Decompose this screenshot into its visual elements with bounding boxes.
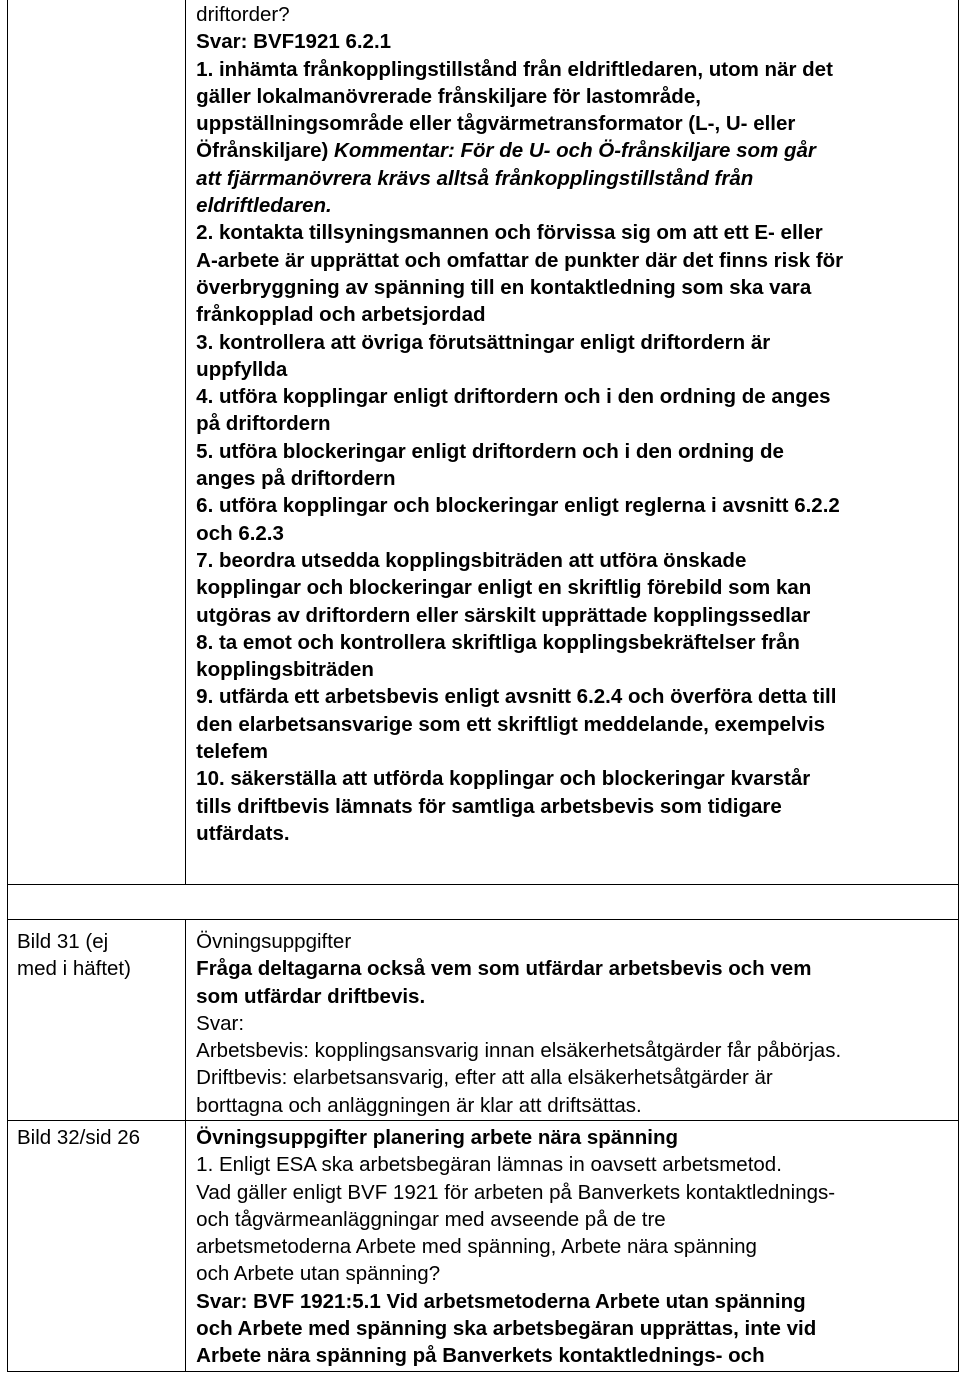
duty-item <box>196 492 958 547</box>
text-line: uppfyllda <box>196 357 288 381</box>
text-line: anges på driftordern <box>196 467 396 491</box>
answer-line: Svar: BVF1921 6.2.1 <box>196 30 392 54</box>
duty-item <box>196 438 958 493</box>
text-line: 10. säkerställa att utförda kopplingar och blockeringar kvarstår <box>196 767 811 791</box>
text-line: eldriftledaren. <box>196 194 332 218</box>
text-line: den elarbetsansvarige som ett skriftligt meddelande, exempelvis <box>196 712 826 736</box>
label-cell-bild-32 <box>8 1121 186 1372</box>
duty-item <box>196 56 958 220</box>
text-line: och Arbete med spänning ska arbetsbegäran upprättas, inte vid <box>196 1317 817 1341</box>
text-line: Övningsuppgifter planering arbete nära spänning <box>196 1126 678 1149</box>
table-row-continued <box>8 0 959 885</box>
slide-label-line: Bild 32/sid 26 <box>17 1126 141 1149</box>
text-line: 7. beordra utsedda kopplingsbiträden att utföra önskade <box>196 548 747 572</box>
text-line: Fråga deltagarna också vem som utfärdar arbetsbevis och vem <box>196 957 812 981</box>
duty-item <box>196 765 958 847</box>
text-line: 9. utfärda ett arbetsbevis enligt avsnitt 6.2.4 och överföra detta till <box>196 685 837 709</box>
comment-run: Kommentar: För de U- och Ö-frånskiljare som går <box>334 139 816 163</box>
text-line: 2. kontakta tillsyningsmannen och förvissa sig om att ett E- eller <box>196 221 823 245</box>
left-cell-empty <box>8 0 186 885</box>
text-line: kopplingsbiträden <box>196 658 374 682</box>
text-line: att fjärrmanövrera krävs alltså frånkopplingstillstånd från <box>196 166 754 190</box>
duty-item <box>196 383 958 438</box>
slide-label-line: med i häftet) <box>17 957 131 981</box>
document-page <box>4 0 954 1375</box>
content-cell-bild-31 <box>186 920 959 1121</box>
text-line: 3. kontrollera att övriga förutsättningar enligt driftordern är <box>196 330 771 354</box>
duty-item <box>196 683 958 765</box>
text-line: Arbetsbevis: kopplingsansvarig innan elsäkerhetsåtgärder får påbörjas. <box>196 1039 842 1063</box>
text-line: och tågvärmeanläggningar med avseende på de tre <box>196 1207 666 1231</box>
gap-cell <box>186 885 959 920</box>
table-gap-row <box>8 885 959 920</box>
exercise-32-content <box>186 1121 958 1370</box>
text-line: borttagna och anläggningen är klar att driftsättas. <box>196 1093 642 1117</box>
text-line: 5. utföra blockeringar enligt driftordern och i den ordning de <box>196 439 784 463</box>
text-line: gäller lokalmanövrerade frånskiljare för lastområde, <box>196 84 701 108</box>
text-line: på driftordern <box>196 412 331 436</box>
label-cell-bild-31 <box>8 920 186 1121</box>
text-line: 6. utföra kopplingar och blockeringar enligt reglerna i avsnitt 6.2.2 <box>196 494 840 518</box>
text-line: Svar: <box>196 1011 245 1035</box>
text-line: 1. inhämta frånkopplingstillstånd från eldriftledaren, utom när det <box>196 57 833 81</box>
text-line: överbryggning av spänning till en kontaktledning som ska vara <box>196 275 812 299</box>
text-line: Svar: BVF 1921:5.1 Vid arbetsmetoderna Arbete utan spänning <box>196 1289 806 1313</box>
text-line: 4. utföra kopplingar enligt driftordern och i den ordning de anges <box>196 385 831 409</box>
content-cell-bild-32 <box>186 1121 959 1372</box>
text-line: Arbete nära spänning på Banverkets kontaktlednings- och <box>196 1344 765 1368</box>
table-row-bild-32 <box>8 1121 959 1372</box>
text-line: Vad gäller enligt BVF 1921 för arbeten på Banverkets kontaktlednings- <box>196 1180 836 1204</box>
text-line: och 6.2.3 <box>196 521 284 545</box>
table-row-bild-31 <box>8 920 959 1121</box>
lesson-table <box>7 0 959 1372</box>
duty-item <box>196 629 958 684</box>
text-line: Driftbevis: elarbetsansvarig, efter att alla elsäkerhetsåtgärder är <box>196 1066 773 1090</box>
duty-item <box>196 219 958 328</box>
driftorder-content <box>186 0 958 847</box>
duty-item <box>196 547 958 629</box>
duty-list <box>196 56 958 848</box>
duty-item <box>196 329 958 384</box>
text-line: 8. ta emot och kontrollera skriftliga kopplingsbekräftelser från <box>196 630 800 654</box>
text-line: kopplingar och blockeringar enligt en skriftlig förebild som kan <box>196 576 812 600</box>
gap-cell <box>8 885 186 920</box>
text-line: frånkopplad och arbetsjordad <box>196 303 486 327</box>
slide-label-line: Bild 31 (ej <box>17 930 109 953</box>
right-cell-driftorder <box>186 0 959 885</box>
intro-line: driftorder? <box>196 3 290 26</box>
text-line: 1. Enligt ESA ska arbetsbegäran lämnas in oavsett arbetsmetod. <box>196 1153 782 1177</box>
exercise-31-content <box>186 920 958 1119</box>
text-line: arbetsmetoderna Arbete med spänning, Arbete nära spänning <box>196 1235 757 1259</box>
text-line: och Arbete utan spänning? <box>196 1262 441 1286</box>
text-line: utfärdats. <box>196 821 290 845</box>
text-line: A-arbete är upprättat och omfattar de punkter där det finns risk för <box>196 248 844 272</box>
text-run: Öfrånskiljare) <box>196 139 335 163</box>
text-line: tills driftbevis lämnats för samtliga arbetsbevis som tidigare <box>196 794 782 818</box>
text-line: Övningsuppgifter <box>196 930 352 953</box>
text-line: utgöras av driftordern eller särskilt upprättade kopplingssedlar <box>196 603 811 627</box>
text-line: telefem <box>196 740 268 764</box>
text-line: som utfärdar driftbevis. <box>196 984 426 1008</box>
text-line <box>196 137 958 164</box>
text-line: uppställningsområde eller tågvärmetransformator (L-, U- eller <box>196 112 796 136</box>
